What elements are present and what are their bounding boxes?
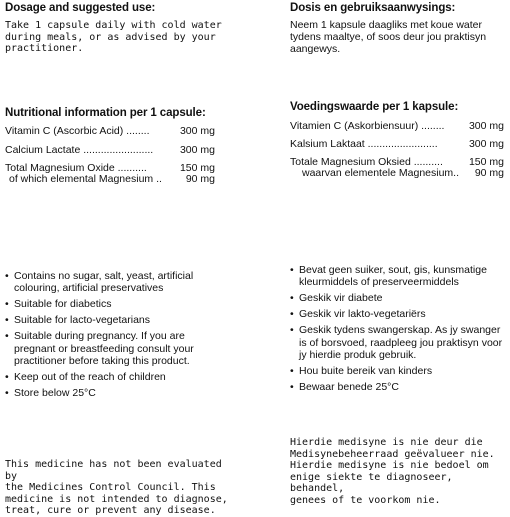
nutrition-row: Vitamin C (Ascorbic Acid) ........ 300 mg [5,125,215,137]
nutrition-row: Kalsium Laktaat ........................ 300 mg [290,138,504,150]
voedingswaarde-heading: Voedingswaarde per 1 kapsule: [290,101,459,113]
dosis-text [290,19,508,55]
disclaimer-line: Hierdie medisyne is nie deur die [290,437,483,448]
nutrition-row: of which elemental Magnesium .. 90 mg [9,173,215,185]
nutrition-table [5,124,215,185]
nutrition-row: waarvan elementele Magnesium.. 90 mg [302,167,504,179]
list-item: • Suitable for diabetics [5,298,220,310]
disclaimer-line: This medicine has not been evaluated by [5,459,222,482]
list-item: • Bewaar benede 25°C [290,381,508,393]
list-item: • Bevat geen suiker, sout, gis, kunsmatige kleurmiddels of preserveermiddels [290,264,508,289]
list-item: • Contains no sugar, salt, yeast, artificial colouring, artificial preservatives [5,270,220,295]
list-item: • Geskik tydens swangerskap. As jy swanger is of borsvoed, raadpleeg jou praktisyn voor jy hierdie produk gebruik. [290,324,508,361]
dosis-heading: Dosis en gebruiksaanwysings: [290,2,456,14]
list-item: • Hou buite bereik van kinders [290,365,508,377]
list-item: • Suitable for lacto-vegetarians [5,314,220,326]
disclaimer-line: medicine is not intended to diagnose, [5,493,228,505]
list-item: • Suitable during pregnancy. If you are pregnant or breastfeeding consult your practitioner before taking this product. [5,330,220,367]
disclaimer-text [5,459,230,517]
disclaimer-line: treat, cure or prevent any disease. [5,505,216,516]
disclaimer-text [290,437,510,506]
dosage-heading: Dosage and suggested use: [5,2,156,14]
nutrition-heading: Nutritional information per 1 capsule: [5,107,206,119]
nutrition-row: Vitamien C (Askorbiensuur) ........ 300 mg [290,120,504,132]
dosage-text [5,20,225,55]
nutrition-row: Calcium Lactate ........................ 300 mg [5,144,215,156]
list-item: • Store below 25°C [5,387,220,399]
nutrition-row: Total Magnesium Oxide .......... 150 mg [5,162,215,174]
dosis-line: aangewys. [290,43,341,55]
disclaimer-line: genees of te voorkom nie. [290,494,441,506]
disclaimer-line: Medisynebeheerraad geëvalueer nie. [290,448,495,460]
dosage-line: practitioner. [5,43,84,54]
voedingswaarde-table [290,119,504,179]
list-item: • Geskik vir lakto-vegetariërs [290,308,508,320]
bullet-list [290,264,508,397]
disclaimer-line: enige siekte te diagnoseer, behandel, [290,471,453,494]
list-item: • Keep out of the reach of children [5,371,220,383]
disclaimer-line: Hierdie medisyne is nie bedoel om [290,460,489,471]
list-item: • Geskik vir diabete [290,292,508,304]
dosage-line: Take 1 capsule daily with cold water [5,20,222,31]
bullet-list [5,270,220,403]
disclaimer-line: the Medicines Control Council. This [5,482,216,493]
dosis-line: Neem 1 kapsule daagliks met koue water [290,19,483,31]
nutrition-row: Totale Magnesium Oksied .......... 150 mg [290,156,504,168]
dosis-line: tydens maaltye, of soos deur jou praktisyn [290,31,487,43]
dosage-line: during meals, or as advised by your [5,31,216,43]
